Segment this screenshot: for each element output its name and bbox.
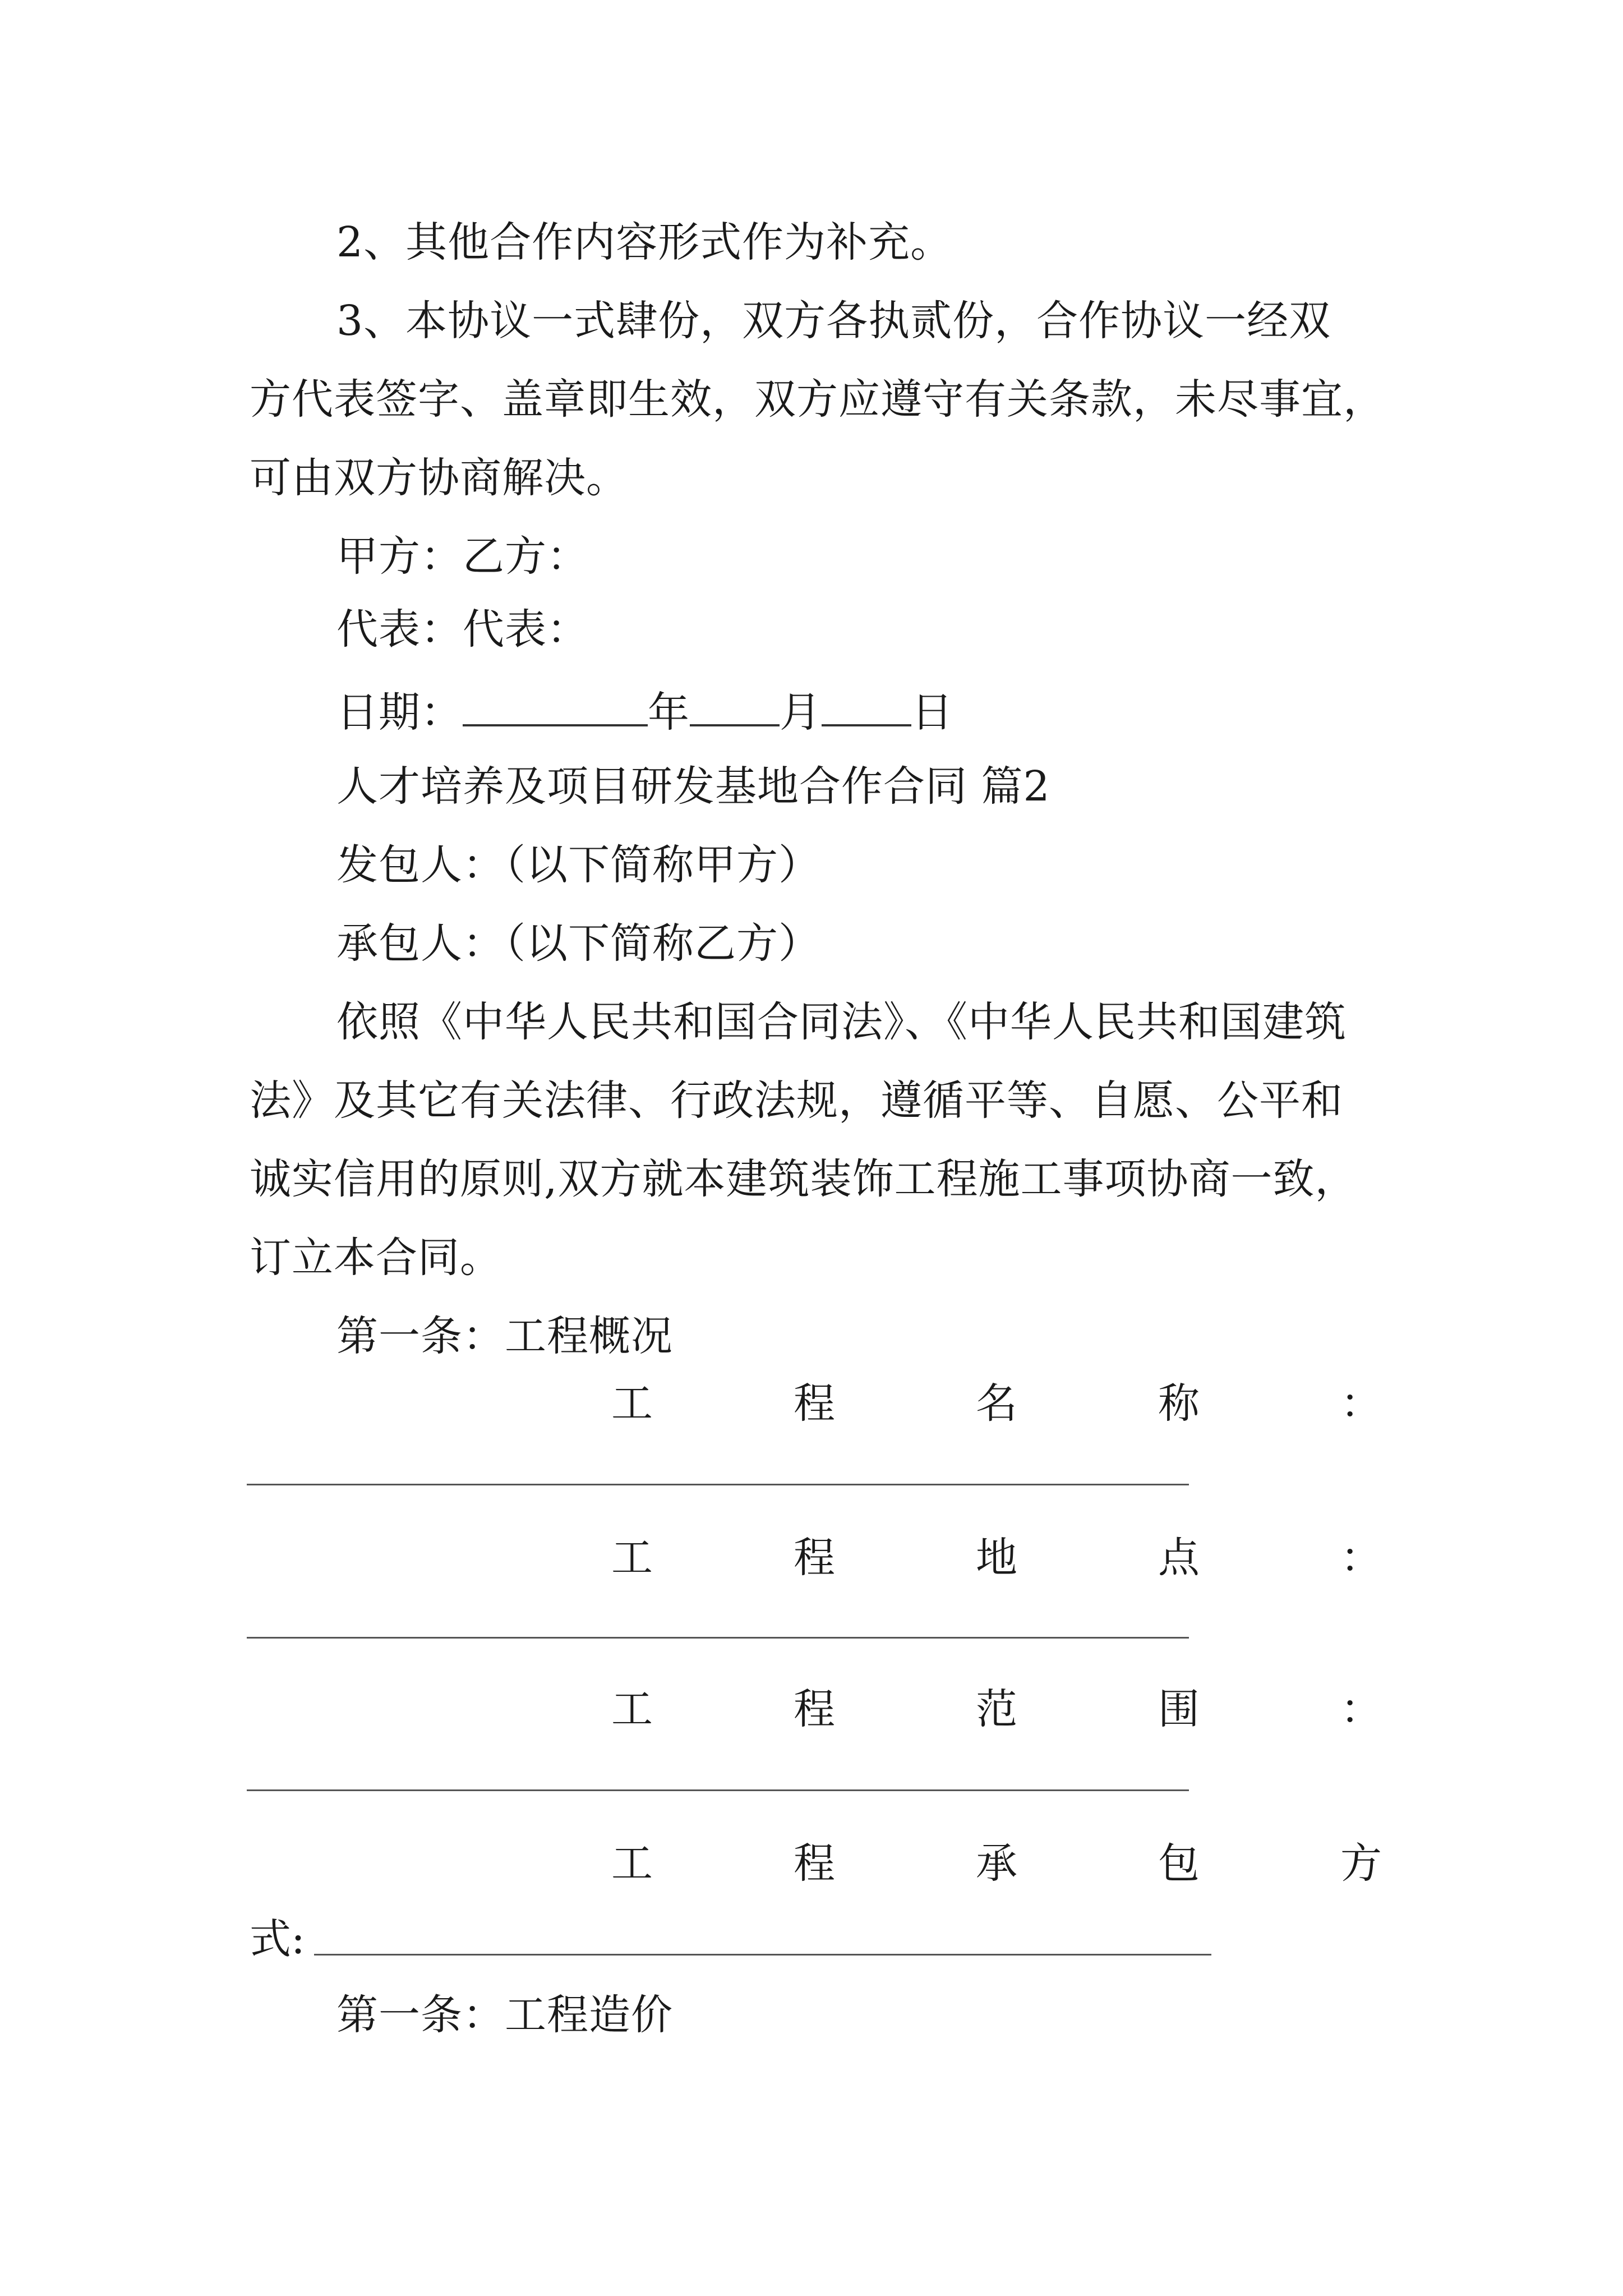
field-char: 程 bbox=[794, 1534, 835, 1582]
date-month: 月 bbox=[780, 688, 822, 737]
field-char: 名 bbox=[976, 1379, 1017, 1428]
project-scope-blank[interactable] bbox=[247, 1789, 1189, 1791]
article-1-heading: 第一条：工程概况 bbox=[336, 1312, 673, 1360]
field-char: ： bbox=[1340, 1379, 1382, 1428]
representative-line: 代表：代表： bbox=[336, 605, 589, 654]
field-char: 称 bbox=[1158, 1379, 1200, 1428]
field-char: 范 bbox=[976, 1685, 1017, 1733]
date-label: 日期： bbox=[336, 688, 463, 737]
preamble-line-4: 订立本合同。 bbox=[250, 1234, 502, 1282]
date-line bbox=[336, 687, 953, 737]
field-char: 围 bbox=[1158, 1685, 1200, 1733]
contract-mode-blank[interactable] bbox=[314, 1954, 1211, 1955]
clause-2: 2、其他合作内容形式作为补充。 bbox=[336, 218, 953, 266]
field-char: 程 bbox=[794, 1379, 835, 1428]
contractor-line: 承包人：（以下简称乙方） bbox=[336, 919, 820, 968]
field-char: 点 bbox=[1158, 1534, 1200, 1582]
contract-title: 人才培养及项目研发基地合作合同 篇2 bbox=[336, 762, 1050, 811]
field-char: 承 bbox=[976, 1839, 1017, 1888]
party-line: 甲方：乙方： bbox=[336, 532, 589, 581]
field-char: 地 bbox=[976, 1534, 1017, 1582]
project-location-blank[interactable] bbox=[247, 1637, 1189, 1639]
article-2-heading: 第一条：工程造价 bbox=[336, 1991, 673, 2039]
clause-3-line-1: 3、本协议一式肆份，双方各执贰份，合作协议一经双 bbox=[336, 297, 1331, 345]
issuer-line: 发包人：（以下简称甲方） bbox=[336, 841, 820, 889]
field-char: 工 bbox=[611, 1685, 653, 1733]
field-char: 包 bbox=[1158, 1839, 1200, 1888]
field-char: 式: bbox=[250, 1915, 305, 1963]
clause-3-line-2: 方代表签字、盖章即生效，双方应遵守有关条款，未尽事宜， bbox=[250, 375, 1385, 424]
clause-3-line-3: 可由双方协商解决。 bbox=[250, 454, 628, 502]
year-blank[interactable] bbox=[463, 687, 648, 726]
field-char: 程 bbox=[794, 1685, 835, 1733]
month-blank[interactable] bbox=[690, 687, 780, 726]
field-char: 方 bbox=[1340, 1839, 1382, 1888]
preamble-line-1: 依照《中华人民共和国合同法》、《中华人民共和国建筑 bbox=[336, 998, 1347, 1046]
preamble-line-2: 法》及其它有关法律、行政法规，遵循平等、自愿、公平和 bbox=[250, 1076, 1343, 1125]
date-year: 年 bbox=[648, 688, 690, 737]
field-char: 程 bbox=[794, 1839, 835, 1888]
field-char: ： bbox=[1340, 1534, 1382, 1582]
project-name-blank[interactable] bbox=[247, 1484, 1189, 1485]
date-day: 日 bbox=[911, 688, 953, 737]
field-char: 工 bbox=[611, 1534, 653, 1582]
field-char: ： bbox=[1340, 1685, 1382, 1733]
preamble-line-3: 诚实信用的原则,双方就本建筑装饰工程施工事项协商一致， bbox=[250, 1155, 1357, 1203]
field-char: 工 bbox=[611, 1839, 653, 1888]
day-blank[interactable] bbox=[822, 687, 911, 726]
field-char: 工 bbox=[611, 1379, 653, 1428]
